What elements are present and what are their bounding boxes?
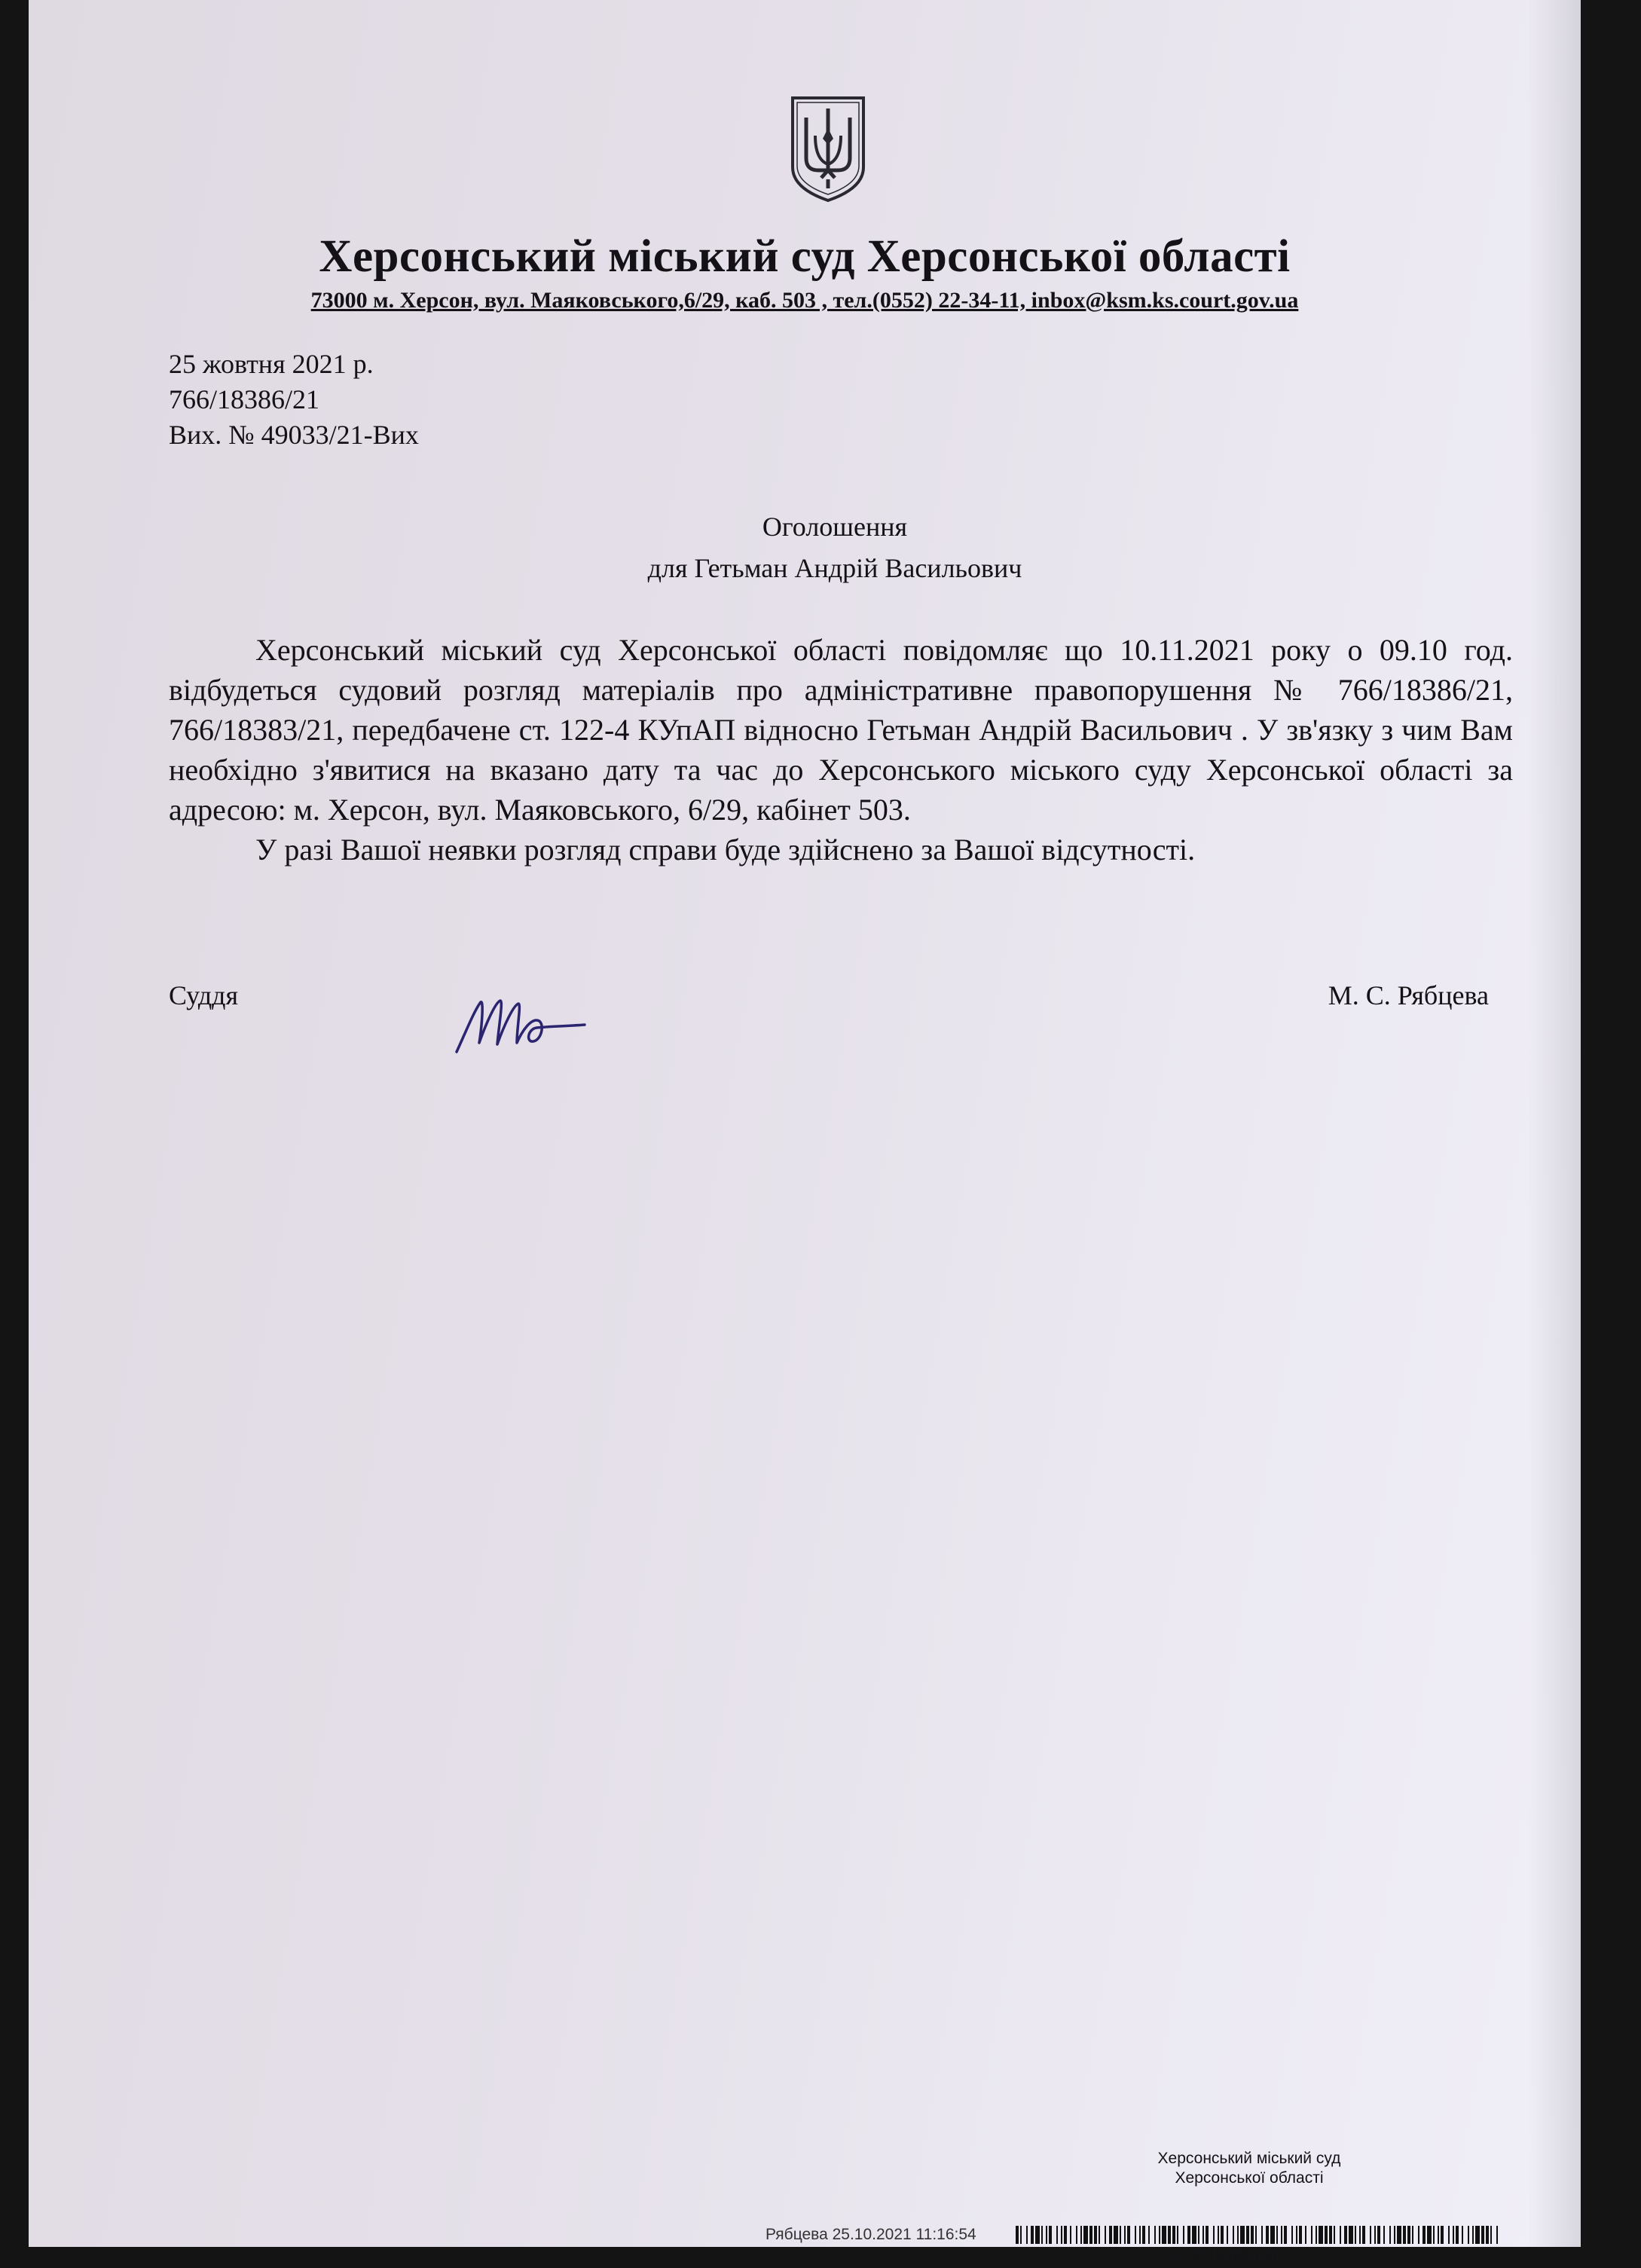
court-name: Херсонський міський суд Херсонської області <box>319 231 1291 282</box>
notice-heading <box>29 506 1641 589</box>
footer-signer-stamp: Рябцева 25.10.2021 11:16:54 <box>765 2226 976 2243</box>
handwritten-signature <box>452 980 603 1062</box>
trident-icon <box>788 95 868 203</box>
document-barcode <box>1016 2226 1498 2244</box>
signer-role: Суддя <box>169 980 239 1010</box>
notice-paragraph-2: У разі Вашої неявки розгляд справи буде здійснено за Вашої відсутності. <box>255 833 1196 867</box>
document-date: 25 жовтня 2021 р. <box>169 349 374 379</box>
signer-name: М. С. Рябцева <box>1328 980 1489 1010</box>
notice-body <box>169 630 1513 870</box>
notice-paragraph-1: Херсонський міський суд Херсонської області повідомляє що 10.11.2021 року о 09.10 год. відбудеться судовий розгляд матеріалів про адміністративне правопорушення № 766/18386/21, 766/18383/21, передбачене ст. 122-4 КУпАП відносно Гетьман Андрій Васильович . У зв'язку з чим Вам необхідно з'явитися на вказано дату та час до Херсонського міського суду Херсонської області за адресою: м. Херсон, вул. Маяковського, 6/29, кабінет 503. <box>169 633 1513 827</box>
notice-title: Оголошення <box>762 512 908 542</box>
outgoing-number: Вих. № 49033/21-Вих <box>169 420 419 450</box>
footer-org-line-1: Херсонський міський суд <box>1157 2150 1341 2167</box>
footer-org-line-2: Херсонської області <box>1175 2169 1324 2187</box>
page-edge-shadow <box>1528 0 1581 2247</box>
barcode-text: *2125*49966400*1*1* <box>1159 2247 1313 2264</box>
document-page <box>29 0 1581 2264</box>
notice-recipient: для Гетьман Андрій Васильович <box>647 553 1022 583</box>
court-address: 73000 м. Херсон, вул. Маяковського,6/29, каб. 503 , тел.(0552) 22-34-11, inbox@ksm.ks.court.gov.ua <box>310 288 1299 313</box>
document-meta <box>169 347 419 453</box>
case-number: 766/18386/21 <box>169 384 320 414</box>
footer-organization <box>1114 2149 1385 2188</box>
